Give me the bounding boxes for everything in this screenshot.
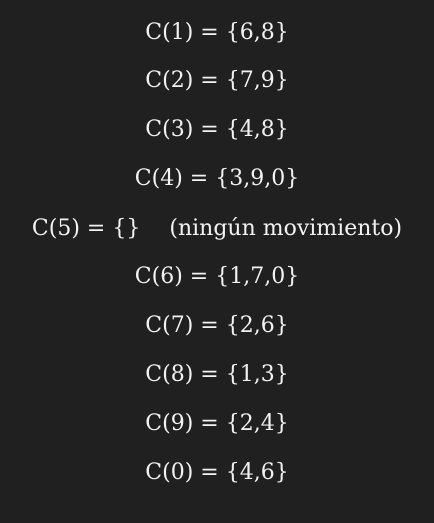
equals-sign: = — [200, 20, 219, 45]
equation-rhs: {3,9,0} — [215, 166, 300, 191]
equals-sign: = — [189, 264, 209, 289]
equation-note: (ningún movimiento) — [169, 216, 403, 241]
equation-c9 — [0, 409, 434, 439]
equation-lhs: C(2) — [145, 68, 194, 93]
equation-rhs: {4,6} — [225, 460, 289, 485]
equation-lhs: C(3) — [145, 117, 194, 142]
equation-rhs: {1,7,0} — [215, 264, 300, 289]
equation-c1 — [0, 18, 434, 48]
equation-lhs: C(6) — [134, 264, 183, 289]
equals-sign: = — [189, 166, 209, 191]
equation-lhs: C(7) — [145, 313, 194, 338]
equation-c7 — [0, 311, 434, 341]
equation-lhs: C(4) — [134, 166, 183, 191]
equation-c3 — [0, 115, 434, 145]
equation-lhs: C(0) — [145, 460, 194, 485]
equation-c4 — [0, 164, 434, 194]
equation-rhs: {4,8} — [225, 117, 289, 142]
equals-sign: = — [200, 411, 219, 436]
equation-rhs: {6,8} — [225, 20, 289, 45]
equation-lhs: C(5) — [31, 216, 80, 241]
equals-sign: = — [200, 117, 219, 142]
equals-sign: = — [200, 362, 219, 387]
equation-lhs: C(1) — [145, 20, 194, 45]
equation-c6 — [0, 262, 434, 292]
equals-sign: = — [200, 460, 219, 485]
equation-rhs: {2,6} — [225, 313, 289, 338]
equation-c0 — [0, 458, 434, 488]
equation-c5 — [0, 214, 434, 244]
equals-sign: = — [200, 68, 219, 93]
equation-rhs: {2,4} — [225, 411, 289, 436]
equation-c2 — [0, 66, 434, 96]
equation-lhs: C(8) — [145, 362, 194, 387]
equation-rhs: {1,3} — [225, 362, 289, 387]
equation-rhs: {7,9} — [225, 68, 289, 93]
equation-c8 — [0, 360, 434, 390]
equation-rhs: {} — [112, 216, 141, 241]
equals-sign: = — [86, 216, 106, 241]
equation-lhs: C(9) — [145, 411, 194, 436]
equals-sign: = — [200, 313, 219, 338]
